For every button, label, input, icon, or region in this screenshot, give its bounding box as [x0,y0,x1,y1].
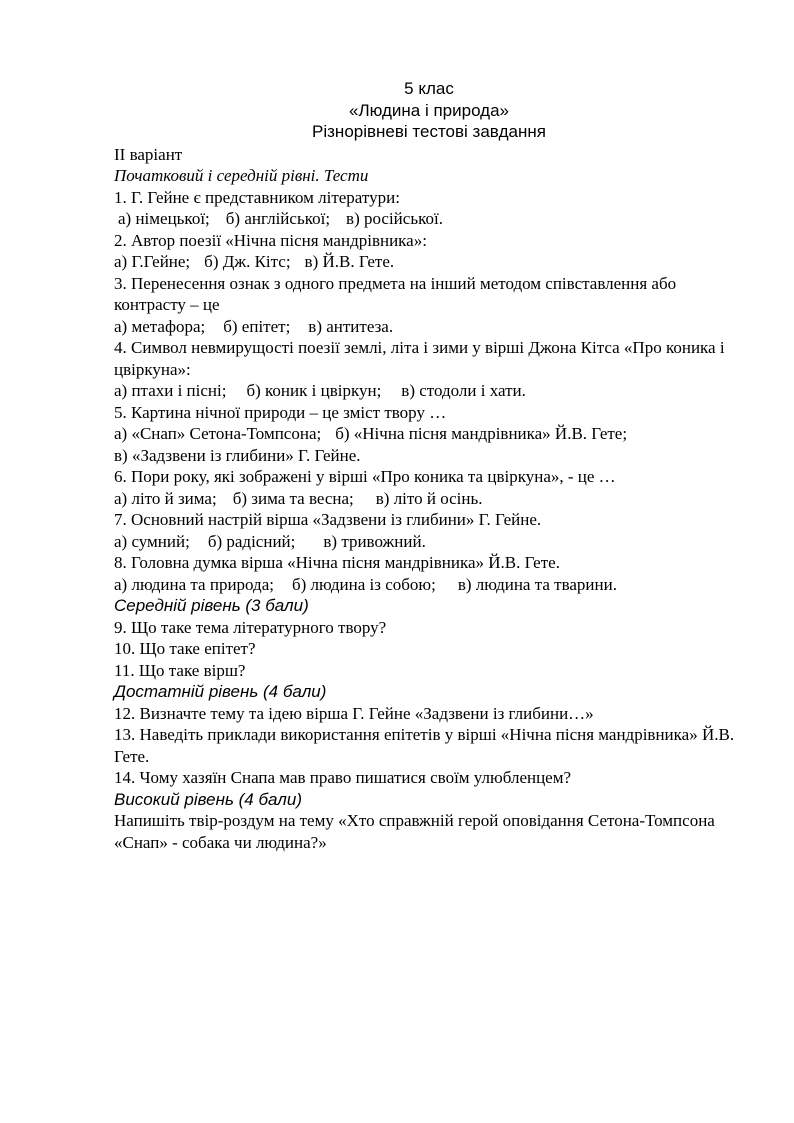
subtitle: Різнорівневі тестові завдання [312,122,546,141]
option-6c: в) літо й осінь. [375,488,483,508]
topic-title: «Людина і природа» [349,100,509,120]
option-1a: а) німецької; [118,209,210,228]
question-9: 9. Що таке тема літературного твору? [114,617,387,637]
option-4c: в) стодоли і хати. [401,381,526,400]
option-2a: а) Г.Гейне; [114,252,191,271]
variant-label: ІІ варіант [114,144,183,164]
answer-options-5 [114,423,744,445]
option-7c: в) тривожний. [323,531,426,551]
question-12: 12. Визначте тему та ідею вірша Г. Гейне «Задзвени із глибини…» [114,703,594,723]
answer-options-1 [114,208,744,230]
answer-options-8 [114,574,744,596]
tests-section [114,144,744,854]
option-1c: в) російської. [346,209,443,228]
option-8c: в) людина та тварини. [457,574,617,594]
question-11: 11. Що таке вірш? [114,660,246,680]
option-5a: а) «Снап» Сетона-Томпсона; [114,424,322,443]
middle-level-heading: Середній рівень (3 бали) [114,596,309,615]
question-13: 13. Наведіть приклади використання епітетів у вірші «Нічна пісня мандрівника» Й.В. Гете. [114,725,735,766]
answer-options-3 [114,316,744,338]
option-6a: а) літо й зима; [114,488,217,508]
question-3: 3. Перенесення ознак з одного предмета на інший методом співставлення або контрасту – це [114,273,677,314]
answer-options-4 [114,380,744,402]
question-8: 8. Головна думка вірша «Нічна пісня мандрівника» Й.В. Гете. [114,553,560,572]
document-header [234,78,624,143]
document-page [114,78,744,853]
answer-options-6 [114,488,744,510]
option-8a: а) людина та природа; [114,574,274,594]
option-2b: б) Дж. Кітс; [204,252,291,271]
option-4b: б) коник і цвіркун; [246,381,382,400]
question-6: 6. Пори року, які зображені у вірші «Про коника та цвіркуна», - це … [114,467,616,486]
answer-options-2 [114,251,744,273]
question-10: 10. Що таке епітет? [114,639,256,658]
option-8b: б) людина із собою; [291,574,436,594]
question-7: 7. Основний настрій вірша «Задзвени із глибини» Г. Гейне. [114,510,542,529]
question-1: 1. Г. Гейне є представником літератури: [114,187,400,207]
option-5c: в) «Задзвени із глибини» Г. Гейне. [114,445,361,465]
essay-task: Напишіть твір-роздум на тему «Хто справжній герой оповідання Сетона-Томпсона «Снап» - собака чи людина?» [114,811,715,852]
question-14: 14. Чому хазяїн Снапа мав право пишатися своїм улюбленцем? [114,768,572,787]
question-4: 4. Символ невмирущості поезії землі, літа і зими у вірші Джона Кітса «Про коника і цвіркуна»: [114,338,725,379]
question-2: 2. Автор поезії «Нічна пісня мандрівника»: [114,230,427,250]
option-3b: б) епітет; [223,316,291,336]
option-4a: а) птахи і пісні; [114,381,227,400]
option-5b: б) «Нічна пісня мандрівника» Й.В. Гете; [335,424,628,443]
question-5: 5. Картина нічної природи – це зміст твору … [114,402,447,422]
option-7b: б) радісний; [207,531,296,551]
option-3c: в) антитеза. [308,316,394,336]
high-level-heading: Високий рівень (4 бали) [114,789,302,809]
option-2c: в) Й.В. Гете. [304,252,395,271]
grade-title: 5 клас [404,79,454,98]
answer-options-7 [114,531,744,553]
option-6b: б) зима та весна; [232,488,354,508]
option-3a: а) метафора; [114,316,206,336]
option-7a: а) сумний; [114,531,190,551]
tests-heading: Початковий і середній рівні. Тести [114,166,369,185]
option-1b: б) англійської; [225,209,331,228]
sufficient-level-heading: Достатній рівень (4 бали) [114,682,327,701]
